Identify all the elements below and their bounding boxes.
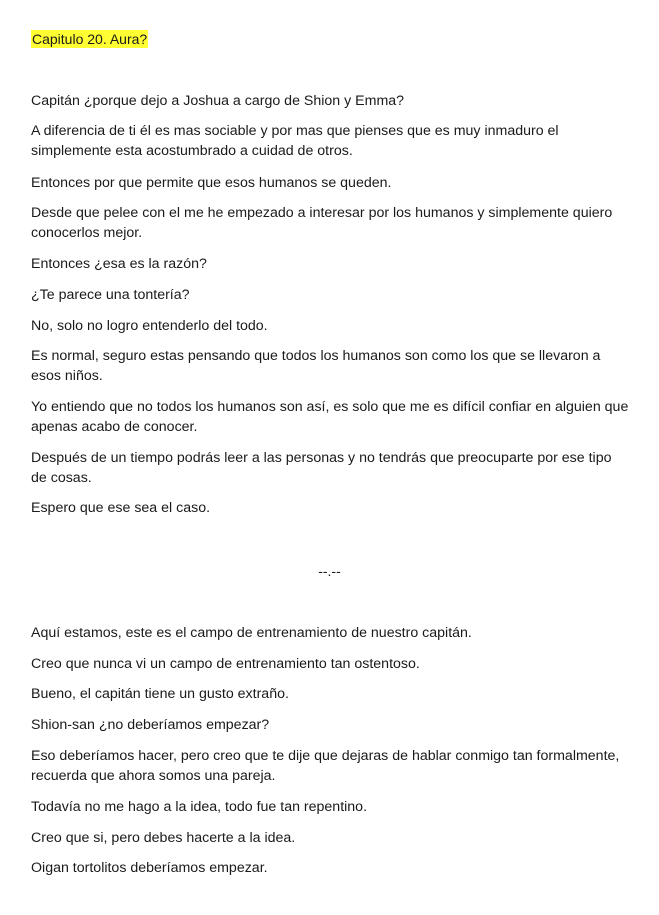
paragraph: Entonces por que permite que esos humanos se queden.: [31, 175, 392, 191]
paragraph: Espero que ese sea el caso.: [31, 500, 211, 516]
paragraph: Aquí estamos, este es el campo de entrenamiento de nuestro capitán.: [31, 625, 472, 641]
paragraph: A diferencia de ti él es mas sociable y por mas que pienses que es muy inmaduro el simplemente esta acostumbrado a cuidad de otros.: [31, 123, 559, 159]
paragraph: Shion-san ¿no deberíamos empezar?: [31, 717, 270, 733]
paragraph: Yo entiendo que no todos los humanos son así, es solo que me es difícil confiar en alguien que apenas acabo de conocer.: [31, 399, 629, 435]
paragraph: ¿Te parece una tontería?: [31, 287, 190, 303]
paragraph: No, solo no logro entenderlo del todo.: [31, 318, 268, 334]
paragraph: Creo que nunca vi un campo de entrenamiento tan ostentoso.: [31, 656, 420, 672]
paragraph: Bueno, el capitán tiene un gusto extraño.: [31, 686, 289, 702]
paragraph: Oigan tortolitos deberíamos empezar.: [31, 860, 268, 876]
paragraph: Es normal, seguro estas pensando que todos los humanos son como los que se llevaron a esos niños.: [31, 348, 601, 384]
paragraph: Después de un tiempo podrás leer a las personas y no tendrás que preocuparte por ese tipo de cosas.: [31, 450, 612, 486]
chapter-title: Capitulo 20. Aura?: [32, 31, 148, 47]
paragraph: Desde que pelee con el me he empezado a interesar por los humanos y simplemente quiero conocerlos mejor.: [31, 205, 613, 241]
paragraph: Eso deberíamos hacer, pero creo que te dije que dejaras de hablar conmigo tan formalmente, recuerda que ahora somos una pareja.: [31, 748, 620, 784]
paragraph: Entonces ¿esa es la razón?: [31, 256, 207, 272]
paragraph: Todavía no me hago a la idea, todo fue tan repentino.: [31, 799, 368, 815]
scene-separator: --.--: [318, 563, 341, 579]
paragraph: Capitán ¿porque dejo a Joshua a cargo de Shion y Emma?: [31, 93, 405, 109]
paragraph: Creo que si, pero debes hacerte a la idea.: [31, 830, 296, 846]
